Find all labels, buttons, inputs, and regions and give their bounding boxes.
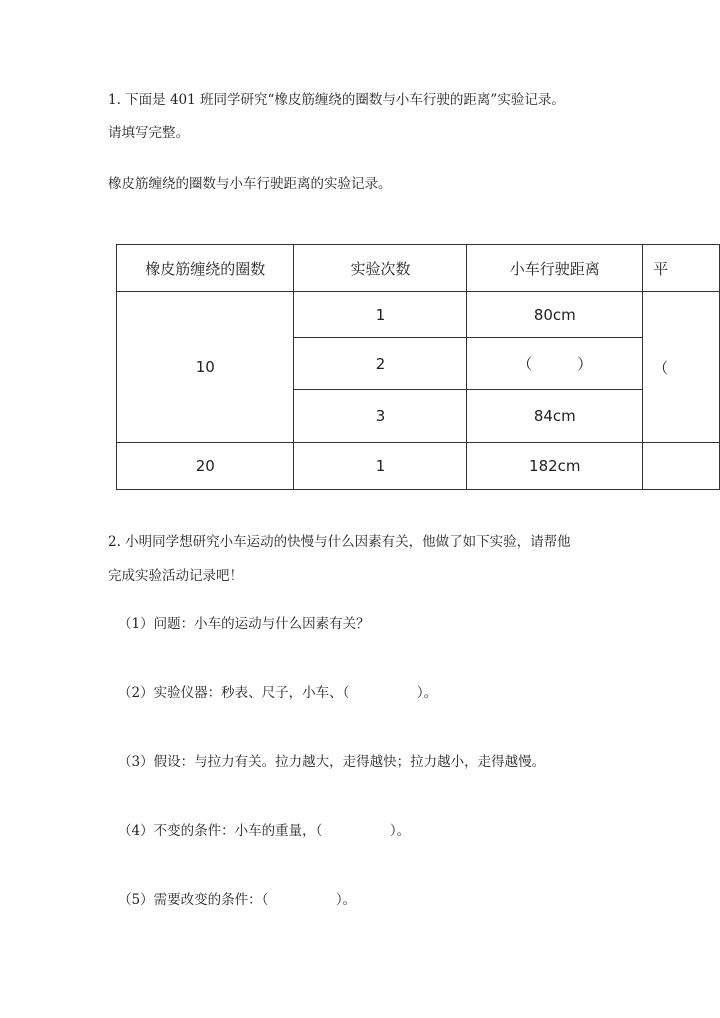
cell-turns-10: 10: [117, 292, 294, 443]
cell-trial: 1: [294, 443, 467, 490]
cell-trial: 1: [294, 292, 467, 338]
header-distance: 小车行驶距离: [467, 245, 643, 292]
cell-distance-blank[interactable]: （ ）: [467, 338, 643, 390]
question-2-line-2: 完成实验活动记录吧！: [108, 568, 243, 584]
question-2-item-2: （2）实验仪器：秒表、尺子，小车、（ ）。: [118, 685, 438, 701]
question-2-item-4: （4）不变的条件：小车的重量，（ ）。: [118, 823, 411, 839]
question-1-line-2: 请填写完整。: [108, 125, 189, 141]
table-row: [117, 292, 720, 338]
question-2-item-1: （1）问题：小车的运动与什么因素有关？: [118, 616, 370, 632]
header-average: 平: [643, 245, 720, 292]
cell-average-blank[interactable]: （: [643, 292, 720, 443]
header-turns: 橡皮筋缠绕的圈数: [117, 245, 294, 292]
question-1-line-1: 1. 下面是 401 班同学研究“橡皮筋缠绕的圈数与小车行驶的距离”实验记录。: [108, 92, 565, 108]
cell-trial: 2: [294, 338, 467, 390]
question-2-item-5: （5）需要改变的条件：（ ）。: [118, 892, 357, 908]
cell-distance: 182cm: [467, 443, 643, 490]
cell-turns-20: 20: [117, 443, 294, 490]
header-trials: 实验次数: [294, 245, 467, 292]
cell-distance: 84cm: [467, 390, 643, 443]
table-caption: 橡皮筋缠绕的圈数与小车行驶距离的实验记录。: [108, 176, 392, 192]
cell-distance: 80cm: [467, 292, 643, 338]
cell-trial: 3: [294, 390, 467, 443]
experiment-record-table: [116, 244, 720, 490]
question-2-item-3: （3）假设：与拉力有关。拉力越大，走得越快；拉力越小，走得越慢。: [118, 754, 546, 770]
table-row: [117, 443, 720, 490]
table-header-row: [117, 245, 720, 292]
question-2-line-1: 2. 小明同学想研究小车运动的快慢与什么因素有关，他做了如下实验，请帮他: [108, 534, 571, 550]
cell-average: [643, 443, 720, 490]
